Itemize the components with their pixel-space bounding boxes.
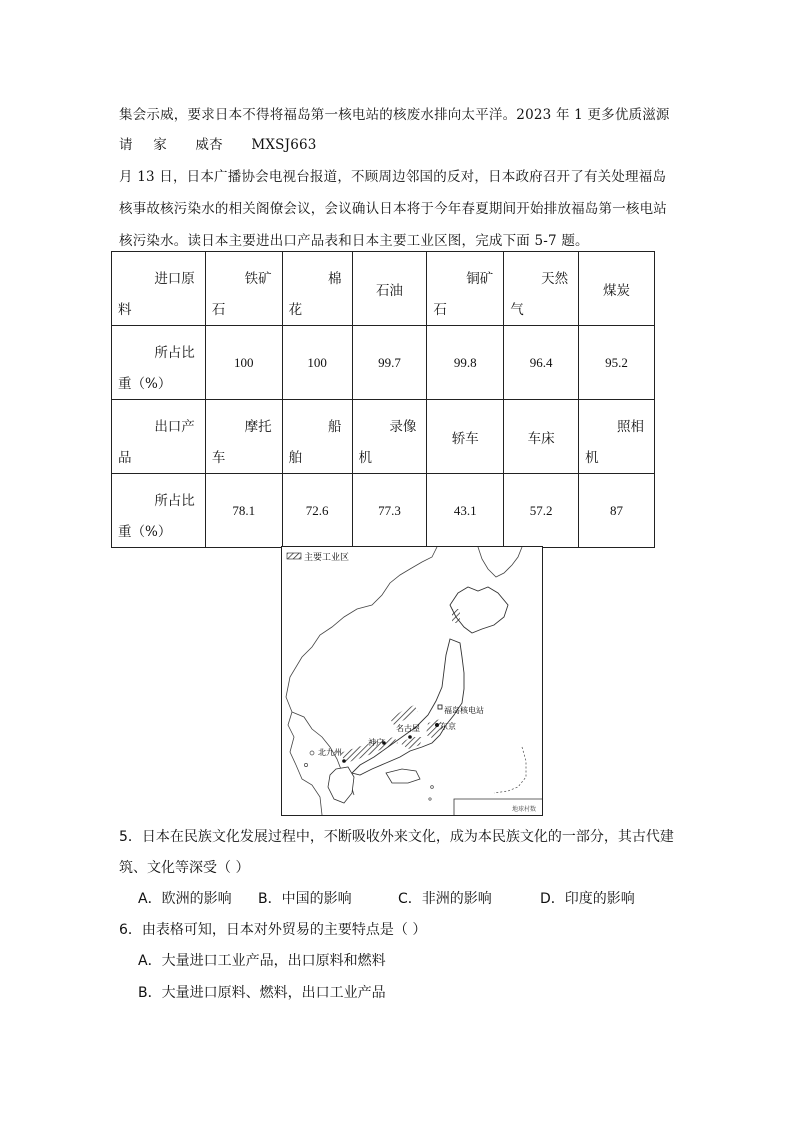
island	[304, 763, 307, 766]
table-cell: 99.8	[453, 354, 477, 370]
tokyo-dot-icon	[435, 723, 439, 727]
table-cell: 铁矿	[244, 271, 272, 287]
option-c[interactable]: C．非洲的影响	[398, 891, 492, 907]
table-cell: 机	[585, 450, 599, 466]
legend-hatch-icon	[287, 553, 301, 559]
table-cell: 棉	[328, 271, 342, 287]
table-cell: 照相	[617, 419, 644, 435]
table-header-cell: 出口产	[154, 419, 195, 435]
nagoya-dot-icon	[408, 735, 412, 739]
option-b[interactable]: B．中国的影响	[258, 891, 352, 907]
table-header-cell: 料	[118, 302, 132, 318]
question-6-option-b[interactable]: B．大量进口原料、燃料，出口工业产品	[138, 985, 386, 1001]
kobe-label: 神户	[368, 738, 384, 747]
fukushima-label: 福岛核电站	[444, 706, 484, 715]
table-cell: 铜矿	[466, 271, 494, 287]
japan-industrial-map	[281, 546, 543, 816]
legend-label: 主要工业区	[304, 553, 350, 563]
passage-line-2-part: 威杏	[195, 137, 223, 153]
table-cell: 石	[433, 302, 447, 318]
passage-line-3: 月 13 日，日本广播协会电视台报道，不顾周边邻国的反对，日本政府召开了有关处理福岛	[119, 169, 667, 185]
table-cell: 机	[358, 450, 373, 466]
question-6-option-a[interactable]: A．大量进口工业产品，出口原料和燃料	[138, 953, 386, 969]
table-cell: 87	[610, 502, 624, 518]
boundary-line	[494, 747, 526, 793]
table-row-export-share	[112, 474, 655, 548]
sakhalin-coast	[478, 547, 522, 577]
trade-table	[111, 251, 655, 548]
table-cell: 100	[233, 354, 254, 370]
table-cell: 录像	[389, 419, 417, 435]
passage-line-1: 集会示威，要求日本不得将福岛第一核电站的核废水排向太平洋。2023 年 1 更多优质滋源	[119, 107, 670, 123]
island	[429, 798, 431, 800]
table-cell: 95.2	[605, 354, 628, 370]
passage-line-2-part: MXSJ663	[251, 137, 317, 153]
table-header-cell: 重（%）	[118, 524, 172, 540]
passage-line-2	[119, 133, 333, 153]
table-cell: 石	[211, 302, 226, 318]
question-6-line-1: 6．由表格可知，日本对外贸易的主要特点是（ ）	[119, 922, 427, 938]
table-cell: 天然	[541, 271, 569, 287]
table-header-cell: 进口原	[154, 271, 195, 287]
kitakyushu-dot-icon	[342, 759, 346, 763]
industrial-zone-hokuriku	[390, 705, 418, 725]
table-cell: 车床	[527, 430, 555, 447]
table-cell: 78.1	[232, 502, 256, 518]
island	[310, 751, 314, 755]
passage-line-2-part: 请	[119, 137, 133, 153]
industrial-zone-hokkaido	[452, 609, 460, 623]
table-cell: 43.1	[453, 502, 477, 518]
table-cell: 77.3	[378, 502, 401, 518]
table-row-exports	[112, 400, 655, 474]
question-5-options	[138, 888, 635, 908]
question-5-line-2: 筑、文化等深受（ ）	[119, 860, 250, 876]
option-d[interactable]: D．印度的影响	[540, 891, 635, 907]
table-header-cell: 品	[118, 450, 132, 466]
table-cell: 72.6	[305, 502, 329, 518]
kitakyushu-label: 北九州	[318, 748, 342, 757]
table-cell: 煤炭	[603, 282, 631, 299]
table-row-imports	[112, 252, 655, 326]
map-watermark: 地球村数	[512, 806, 537, 813]
nagoya-label: 名古屋	[396, 724, 420, 733]
table-cell: 99.7	[378, 354, 401, 370]
table-header-cell: 所占比	[154, 493, 195, 509]
table-cell: 100	[307, 354, 327, 370]
shikoku	[386, 769, 420, 783]
island	[431, 786, 434, 789]
table-row-import-share	[112, 326, 655, 400]
table-cell: 石油	[375, 282, 403, 299]
passage-line-4: 核事故核污染水的相关阁僚会议，会议确认日本将于今年春夏期间开始排放福岛第一核电站	[119, 201, 667, 217]
table-cell: 舶	[288, 450, 303, 466]
table-header-cell: 所占比	[154, 345, 195, 361]
table-cell: 车	[211, 450, 226, 466]
map-drawing	[282, 547, 542, 815]
kyushu	[328, 767, 354, 803]
table-cell: 57.2	[529, 502, 553, 518]
option-a[interactable]: A．欧洲的影响	[138, 891, 232, 907]
table-cell: 花	[288, 302, 303, 318]
passage-line-2-part: 家	[153, 137, 167, 153]
table-cell: 96.4	[529, 354, 553, 370]
table-cell: 船	[328, 419, 342, 435]
tokyo-label: 东京	[440, 722, 456, 731]
table-header-cell: 重（%）	[118, 376, 172, 392]
question-5-line-1: 5．日本在民族文化发展过程中，不断吸收外来文化，成为本民族文化的一部分，其古代建	[119, 829, 674, 845]
table-cell: 轿车	[451, 430, 479, 447]
table-cell: 摩托	[244, 419, 272, 435]
passage-line-5: 核污染水。读日本主要进出口产品表和日本主要工业区图，完成下面 5-7 题。	[119, 233, 589, 249]
table-cell: 气	[510, 302, 524, 318]
